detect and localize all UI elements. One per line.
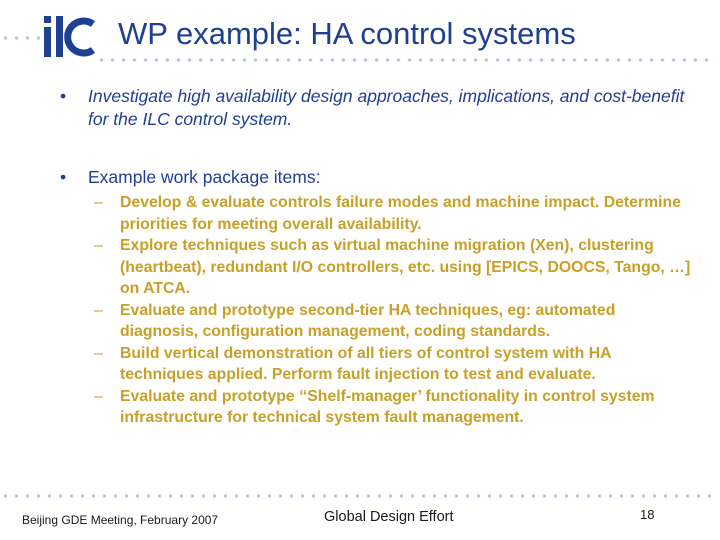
work-package-items	[94, 192, 694, 429]
sub-marker: –	[94, 301, 103, 319]
sub-item-text: Develop & evaluate controls failure modes and machine impact. Determine priorities for meeting overall availability.	[120, 194, 681, 233]
decorative-dots-title-underline	[96, 58, 716, 62]
decorative-dots-top-left	[0, 36, 40, 40]
sub-item-text: Evaluate and prototype second-tier HA techniques, eg: automated diagnosis, configuration management, coding standards.	[120, 301, 616, 340]
sub-item-virtual-machine	[94, 235, 694, 300]
page-number: 18	[640, 507, 655, 522]
sub-item-text: Evaluate and prototype ‘‘Shelf-manager’ functionality in control system infrastructure for technical system fault management.	[120, 387, 655, 426]
sub-item-shelf-manager	[94, 386, 694, 429]
footer-event: Beijing GDE Meeting, February 2007	[22, 513, 219, 527]
sub-item-second-tier	[94, 300, 694, 343]
sub-marker: –	[94, 344, 103, 362]
bullet-text: Example work package items:	[88, 167, 321, 187]
sub-item-text: Explore techniques such as virtual machine migration (Xen), clustering (heartbeat), redundant I/O controllers, etc. using [EPICS, DOOCS, Tango, …] on ATCA.	[120, 237, 691, 297]
decorative-dots-footer	[0, 494, 716, 498]
bullet-marker: •	[60, 86, 67, 106]
sub-marker: –	[94, 387, 103, 405]
footer-organization: Global Design Effort	[324, 509, 454, 525]
sub-marker: –	[94, 237, 103, 254]
sub-marker: –	[94, 194, 103, 211]
bullet-text: Investigate high availability design approaches, implications, and cost-benefit for the ILC control system.	[88, 86, 685, 129]
bullet-marker: •	[60, 167, 67, 187]
slide-title: WP example: HA control systems	[118, 16, 576, 51]
sub-item-failure-modes	[94, 192, 694, 235]
sub-item-text: Build vertical demonstration of all tiers of control system with HA techniques applied. Perform fault injection to test and evaluate.	[120, 344, 611, 383]
ilc-logo	[42, 14, 98, 62]
sub-item-vertical-demo	[94, 343, 694, 386]
